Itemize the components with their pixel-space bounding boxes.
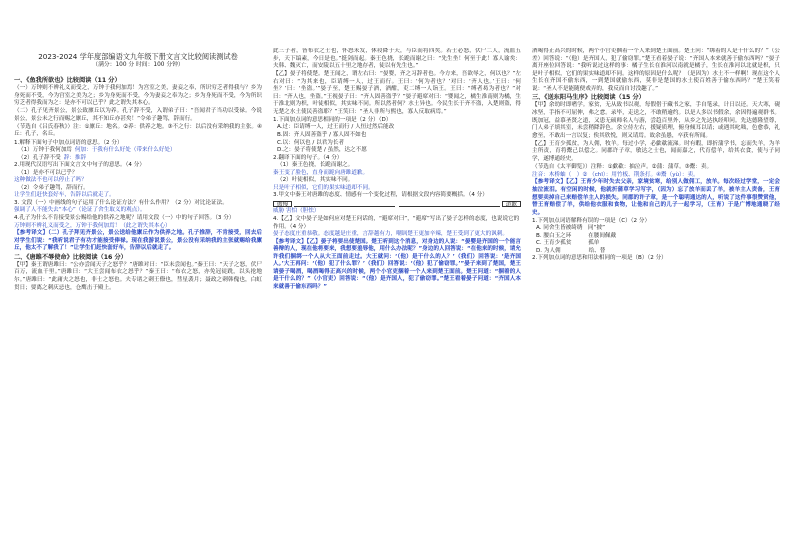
reference-translation: 【参考译文】【乙】晏子将要出使楚国。楚王听到这个消息，对身边的人说：“晏婴是齐国的一个能言善辩的人，现在他将要来，我想要羞辱他，用什么办法呢？”身边的人回答说：“在他来的时候，请允许我们捆绑一个人从大王面前走过。大王就问：‘（他）是干什么的人？’（我们）回答说：‘是齐国人。’大王再问：‘（他）犯了什么罪？’（我们）回答说：‘（他）犯了偷窃罪。’”晏子来到了楚国，楚王请晏子喝酒，喝酒喝得正高兴的时候，两个小官吏捆着一个人来到楚王面前。楚王问道：“捆着的人是干什么的？”（小官吏）回答说：“（他）是齐国人，犯了偷窃罪。”楚王看着晏子问道：“齐国人本来就善于偷东西吗？” (273, 238, 521, 290)
option-line (14, 147, 262, 155)
option-text: D. 为人佣 给、替 (536, 247, 606, 254)
answer-text: 威胁 害怕（胆怯） (273, 208, 320, 215)
option-text: D.之：晏子将使楚 / 虽然，达之不愿 (277, 147, 367, 154)
question: 4.孔子为什么不肯接受景公赐给他的供养之地呢？请用文段（一）中的句子回答。（3 分） (14, 215, 235, 221)
passage-paragraph: 【乙】王育少孤贫，为人佣，牧羊。每过小学，必歔欷流涕。时有暇，即折蒲学书，忘而失羊，为羊主所责，育将鬻己以偿之。同郡许子章，敏达之士也，闻而嘉之，代育偿羊，给其衣食，使与子同学，遂博通经史。 (532, 140, 780, 162)
fill-blank (294, 201, 395, 207)
option-text: （2）令弟子趣驾，辞而行。 (18, 184, 89, 191)
question: 2.翻译下面的句子。（4 分） (273, 154, 343, 161)
passage-paragraph: （二）孔子见齐景公，景公致廪丘以为养。孔子辞不受，入谓弟子曰：“吾闻君子当功以受禄。今说景公，景公未之行而赐之廪丘，其不知丘亦甚矣！”令弟子趣驾，辞而行。 (14, 108, 262, 122)
answer-text: 让学生们赶快套好车，告辞以后就走了。 (14, 192, 115, 199)
passage-paragraph: 【乙】晏子将使楚。楚王闻之，谓左右曰：“晏婴，齐之习辞者也。今方来，吾欲辱之，何以也？”左右对曰：“为其来也，臣请缚一人，过王而行。王曰：‘何为者也？’对曰：‘齐人也。’王曰：‘何坐？’曰：‘坐盗。’”晏子至，楚王赐晏子酒，酒酣，吏二缚一人诣王。王曰：“缚者曷为者也？”对曰：“齐人也，坐盗。”王视晏子曰：“齐人固善盗乎？”晏子避席对曰：“婴闻之，橘生淮南则为橘，生于淮北则为枳，叶徒相似，其实味不同。所以然者何？水土异也。今民生长于齐不盗，入楚则盗，得无楚之水土使民善盗耶？”王笑曰：“圣人非所与熙也，寡人反取病焉。” (273, 71, 521, 115)
option-answer: 何加：于我有什么好处（带来什么好处） (74, 147, 176, 154)
question: 3.甲文中秦王对唐雎的态度、情感有一个变化过程，请根据文段内容简要概括。（4 分） (273, 192, 488, 199)
question: 4.【乙】文中晏子是如何应对楚王问话的，“避席对曰”，“避席”写出了晏子怎样的态度，也说说它的作用。（4 分） (273, 215, 520, 230)
passage-paragraph: （一）万钟则不辨礼义而受之，万钟于我何加焉！为宫室之美，妻妾之奉，所识穷乏者得我与？乡为身死而不受，今为宫室之美为之；乡为身死而不受，今为妻妾之奉为之；乡为身死而不受，今为所识穷乏者得我而为之：是亦不可以已乎？此之谓失其本心。 (14, 85, 262, 107)
column-2 (273, 48, 521, 552)
passage-paragraph: （节选自《吕氏春秋》）注：①廪丘：地名。②养：供养之地。③不之行：以后没有采纳我的主张。④丘：孔子，名丘。 (14, 123, 262, 138)
fill-blank (399, 201, 500, 207)
reference-translation: 【参考译文】（二）孔子拜见齐景公，景公送给他廪丘作为供养之地。孔子推辞，不肯接受，回去后对学生们说：“我听说君子有功才能接受俸禄。现在我游说景公，景公没有采纳我的主张就赐给我廪丘，他太不了解我了！”让学生们赶快套好车，告辞以后就走了。 (14, 230, 262, 252)
question: 2.下列加点词的意思和用法相同的一项是（B）（2 分） (532, 255, 667, 262)
option-answer: 辞：推辞 (63, 154, 87, 161)
passage-paragraph: 酒喝得正高兴的时候，两个小官吏捆着一个人来到楚王面前。楚王问：“绑着的人是干什么的？”（公差）回答说：“（他）是齐国人，犯了偷窃罪。”楚王看着晏子说：“齐国人本来就善于偷东西吗？”晏子离开座位回答说：“我听说过这样的事：橘子生长在淮河以南就是橘子，生长在淮河以北就是枳，只是叶子相似，它们的果实味道却不同。这样的原因是什么呢？（是因为）水土不一样啊！现在这个人生长在齐国不偷东西，一到楚国就偷东西，莫非是楚国的水土使百姓善于偷东西吗？”楚王笑着说：“圣人不是能随便戏弄的，我反而自讨没趣了。” (532, 48, 780, 92)
question: 1.下列加点词语解释有误的一项是（C）（2 分） (532, 217, 651, 224)
option-line (273, 124, 521, 132)
option-line (273, 147, 521, 155)
answer-text: 强调了人不能失去“本心”（论证了舍生取义的观点）。 (14, 207, 146, 214)
question: 1.下面加点词的意思相同的一项是（2 分）（D） (273, 116, 392, 123)
score-time-meta: （满分：100 分 时间：100 分钟） (92, 61, 184, 68)
answer-text: 这种做法不也可以停止了吗？ (14, 177, 87, 184)
option-line (273, 177, 521, 185)
passage-paragraph: 【甲】秦王谓唐雎曰：“公亦尝闻天子之怒乎？”唐雎对曰：“臣未尝闻也。”秦王曰：“天子之怒，伏尸百万，流血千里。”唐雎曰：“大王尝闻布衣之怒乎？”秦王曰：“布衣之怒，亦免冠徒跣，以头抢地尔。”唐雎曰：“此庸夫之怒也，非士之怒也。夫专诸之刺王僚也，彗星袭月；聂政之刺韩傀也，白虹贯日；要离之刺庆忌也，仓鹰击于殿上。 (14, 261, 262, 291)
answer-text: 只是叶子相似，它们的果实味道却不同。 (273, 184, 374, 191)
question: 3. 文段（一）中画线的句子运用了什么论证方法？有什么作用？（2 分）对比论证法。 (14, 199, 228, 206)
option-text: （1）秦王色挠，长跪而谢之。 (277, 162, 354, 169)
reference-translation: 【参考译文】【乙】王育少年时失去父亲，家境贫寒，给别人做佣工，放羊。每次经过学堂，一定会抽泣流泪。有空闲的时候，他就折蒲草学习写字，（因为）忘了放羊而丢了羊，被羊主人责备，王育想要卖掉自己来赔偿羊主人的损失。同郡的许子章，是一个聪明通达的人，听说了这件事很赞赏他，替王育赔偿了羊，供给他衣服和食物，让他和自己的儿子一起学习，（王育）于是广博地通晓了经史。 (532, 179, 780, 216)
option-text: B. 腰白玉之环 在腰间佩戴 (536, 232, 617, 239)
column-3 (532, 48, 780, 552)
document-title (14, 52, 262, 69)
section-heading: 三、《送东阳马生序》比较阅读（15 分） (532, 94, 645, 102)
attitude-start-box: 傲慢 (273, 201, 292, 208)
option-text: （1）万钟于我何加焉 (18, 147, 72, 154)
option-line (273, 132, 521, 140)
option-text: C.以：何以也 / 以君为长者 (277, 139, 345, 146)
question: 2.用现代汉语写出下面文言文中句子的意思。（4 分） (14, 162, 145, 169)
answer-text: 万钟则不辨礼义而受之，万钟于我何加焉！（此之谓失其本心） (14, 222, 171, 229)
answer-text: 秦王变了脸色，直身而跪向唐雎道歉。 (273, 169, 369, 176)
option-line (273, 162, 521, 170)
attitude-flow-row (273, 201, 521, 208)
option-text: A. 同舍生皆被绮绣 同“披” (536, 225, 606, 232)
option-text: （1）是亦不可以已乎？ (18, 169, 78, 176)
option-text: （2）叶徒相似，其实味不同。 (277, 177, 354, 184)
option-text: B.固：齐人固善盗乎 / 寡人固不如也 (277, 132, 367, 139)
option-line (532, 240, 780, 248)
option-text: C. 王育少孤贫 孤单 (536, 240, 600, 247)
section-heading: 一、《鱼我所欲也》比较阅读（11 分） (14, 77, 121, 84)
option-line (532, 225, 780, 233)
option-text: A.过：臣请缚一人，过王而行 / 人恒过然后能改 (277, 124, 395, 131)
passage-paragraph: 【甲】余幼时即嗜学。家贫，无从致书以观，每假借于藏书之家，手自笔录，计日以还。天大寒，砚冰坚，手指不可屈伸，弗之怠。录毕，走送之，不敢稍逾约。以是人多以书假余，余因得遍观群书。既加冠，益慕圣贤之道，又患无硕师名人与游，尝趋百里外，从乡之先达执经叩问。先达德隆望尊，门人弟子填其室，未尝稍降辞色。余立侍左右，援疑质理，俯身倾耳以请；或遇其叱咄，色愈恭，礼愈至，不敢出一言以复；俟其欣悦，则又请焉。故余虽愚，卒获有所闻。 (532, 102, 780, 139)
attitude-end-box: 道歉 (502, 201, 521, 208)
column-1 (14, 76, 262, 552)
option-line (273, 140, 521, 148)
passage-paragraph: （节选自《太平御览》）注释：①歔欷：抽泣声。②蒲：蒲草。③鬻：卖。 (532, 163, 713, 170)
section-heading: 二、《唐雎不辱使命》比较阅读（16 分） (14, 253, 127, 261)
answer-text: 晏子态度庄重恭敬。态度越是庄重，言辞越有力，嘲讽楚王更加辛辣，楚王受到了更大的讽刺。 (273, 231, 508, 238)
title-text: 2023-2024 学年度部编语文九年级下册文言文比较阅读测试卷 (38, 52, 238, 61)
passage-paragraph: 此三子者，皆布衣之士也，怀怒未发，休祲降于天，与臣而将四矣。若士必怒，伏尸二人，流血五步，天下缟素，今日是也。”挺剑而起。秦王色挠，长跪而谢之曰：“先生坐！何至于此！寡人谕矣：夫韩、魏灭亡，而安陵以五十里之地存者，徒以有先生也。” (273, 48, 521, 70)
option-text: （2）孔子辞不受 (18, 154, 61, 161)
answer-text: 注音：木桥蚰（ ）② （chī）：用竹板、荆条打。④鬻（yù）：卖。 (532, 171, 699, 178)
question: 1.解释下面句子中加点词语的意思。（2 分） (14, 139, 123, 146)
